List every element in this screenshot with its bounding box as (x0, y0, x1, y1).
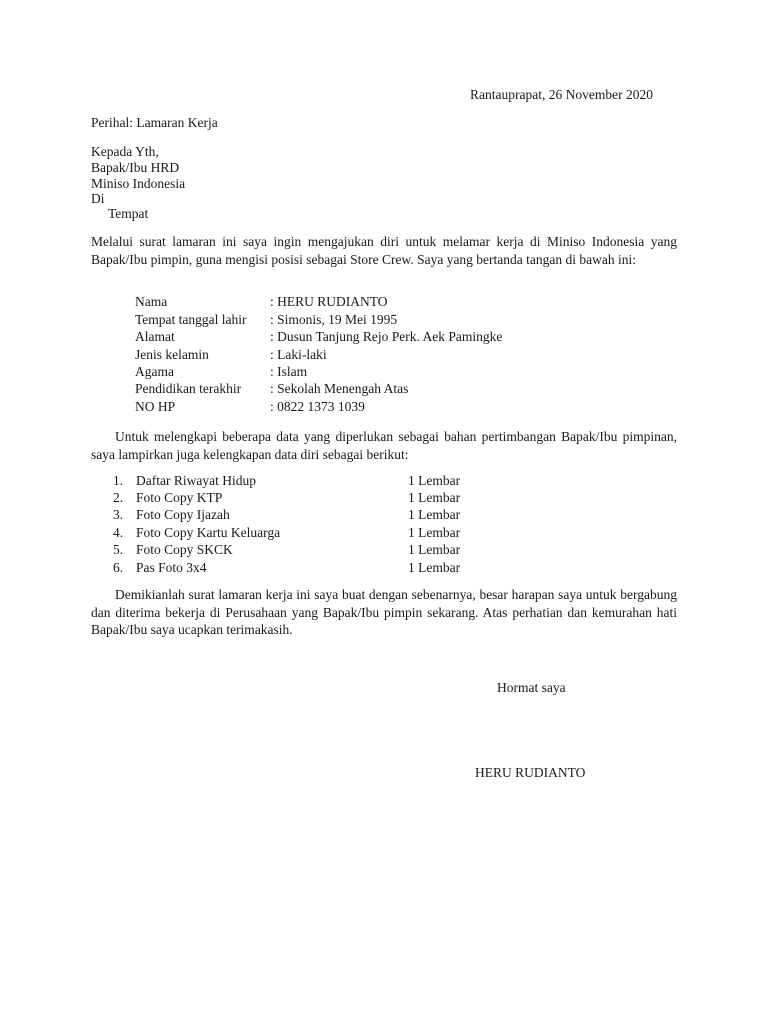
data-value: : Dusun Tanjung Rejo Perk. Aek Pamingke (270, 329, 503, 344)
data-label: Alamat (135, 329, 175, 344)
data-label: Pendidikan terakhir (135, 381, 242, 396)
recipient-di: Di (91, 191, 105, 206)
list-item-qty: 1 Lembar (408, 542, 461, 557)
data-value: : Simonis, 19 Mei 1995 (270, 312, 398, 327)
data-value: : Islam (270, 364, 308, 379)
closing-paragraph: Demikianlah surat lamaran kerja ini saya buat dengan sebenarnya, besar harapan saya untuk bergabung dan diterima bekerja di Perusahaan yang Bapak/Ibu pimpin sekarang. Atas perhatian dan kemurahan hati Bapak/Ibu saya ucapkan terimakasih. (91, 587, 677, 637)
list-number: 5. (113, 542, 124, 557)
list-item-qty: 1 Lembar (408, 525, 461, 540)
list-item-qty: 1 Lembar (408, 507, 461, 522)
data-label: NO HP (135, 399, 176, 414)
list-number: 3. (113, 507, 124, 522)
data-value: : 0822 1373 1039 (270, 399, 365, 414)
recipient-place: Tempat (108, 206, 149, 221)
data-label: Jenis kelamin (135, 347, 209, 362)
data-label: Agama (135, 364, 174, 379)
list-item-qty: 1 Lembar (408, 473, 461, 488)
list-number: 1. (113, 473, 124, 488)
recipient-title: Bapak/Ibu HRD (91, 160, 180, 175)
data-value: : HERU RUDIANTO (270, 294, 388, 309)
signature-name: HERU RUDIANTO (475, 765, 586, 780)
list-item-qty: 1 Lembar (408, 560, 461, 575)
regards: Hormat saya (497, 680, 566, 695)
list-number: 4. (113, 525, 124, 540)
list-item-name: Foto Copy SKCK (136, 542, 233, 557)
list-item-name: Pas Foto 3x4 (136, 560, 207, 575)
list-item-name: Foto Copy KTP (136, 490, 223, 505)
list-number: 2. (113, 490, 124, 505)
opening-paragraph: Melalui surat lamaran ini saya ingin mengajukan diri untuk melamar kerja di Miniso Indonesia yang Bapak/Ibu pimpin, guna mengisi posisi sebagai Store Crew. Saya yang bertanda tangan di bawah ini: (91, 234, 677, 267)
data-value: : Laki-laki (270, 347, 327, 362)
list-item-qty: 1 Lembar (408, 490, 461, 505)
list-item-name: Daftar Riwayat Hidup (136, 473, 256, 488)
recipient-company: Miniso Indonesia (91, 176, 186, 191)
list-item-name: Foto Copy Ijazah (136, 507, 230, 522)
attachment-intro-paragraph: Untuk melengkapi beberapa data yang diperlukan sebagai bahan pertimbangan Bapak/Ibu pimpinan, saya lampirkan juga kelengkapan data diri sebagai berikut: (91, 429, 677, 462)
data-value: : Sekolah Menengah Atas (270, 381, 409, 396)
data-label: Tempat tanggal lahir (135, 312, 247, 327)
place-date: Rantauprapat, 26 November 2020 (470, 87, 653, 102)
data-label: Nama (135, 294, 168, 309)
subject-line: Perihal: Lamaran Kerja (91, 115, 218, 130)
list-number: 6. (113, 560, 124, 575)
recipient-greeting: Kepada Yth, (91, 144, 159, 159)
list-item-name: Foto Copy Kartu Keluarga (136, 525, 281, 540)
